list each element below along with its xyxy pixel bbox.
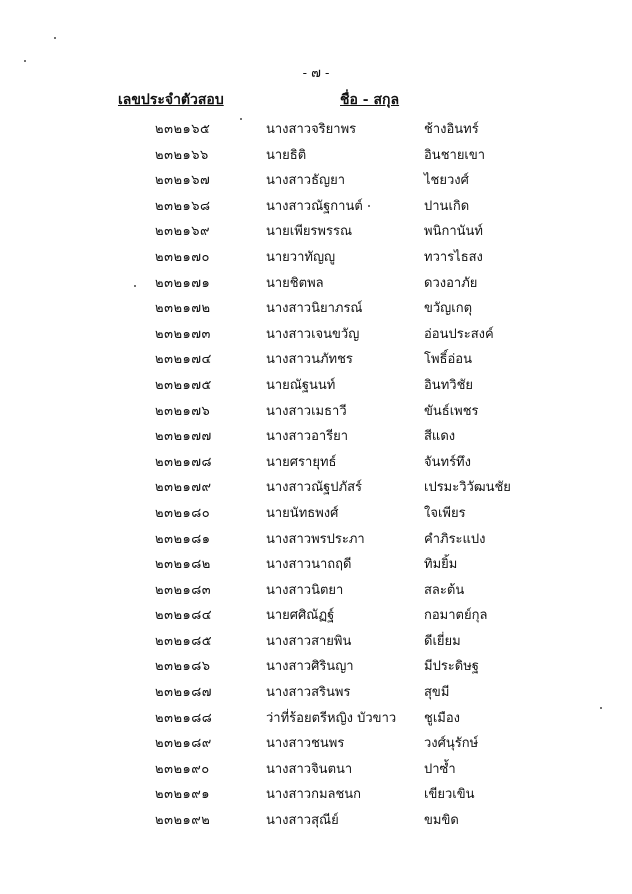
list-item — [0, 216, 632, 242]
last-name: อินชายเขา — [424, 147, 486, 163]
last-name: จันทร์ทึง — [424, 454, 471, 470]
last-name: ขวัญเกตุ — [424, 301, 473, 317]
exam-id: ๒๓๒๑๘๘ — [155, 710, 213, 726]
list-item — [0, 779, 632, 805]
exam-id: ๒๓๒๑๖๘ — [155, 198, 211, 214]
last-name: กอมาตย์กุล — [424, 608, 488, 624]
exam-id: ๒๓๒๑๗๒ — [155, 301, 211, 317]
exam-id: ๒๓๒๑๖๖ — [155, 147, 209, 163]
last-name: ขมขิด — [424, 813, 459, 829]
last-name: พนิกานันท์ — [424, 224, 483, 240]
exam-id: ๒๓๒๑๘๗ — [155, 685, 213, 701]
first-name: นางสาวจริยาพร — [266, 122, 357, 137]
scan-speck — [54, 37, 56, 39]
exam-id: ๒๓๒๑๙๒ — [155, 813, 211, 829]
list-item — [0, 370, 632, 396]
list-item — [0, 472, 632, 498]
exam-id: ๒๓๒๑๙๑ — [155, 787, 211, 803]
first-name: นางสาวสายพิน — [266, 633, 352, 649]
first-name: นายธิติ — [266, 147, 307, 163]
first-name: นางสาวณัฐปภัสร์ — [266, 480, 363, 496]
first-name: นายชิตพล — [266, 275, 324, 291]
exam-id: ๒๓๒๑๘๒ — [155, 557, 211, 573]
list-item — [0, 651, 632, 677]
first-name: นายวาทัญญู — [266, 249, 336, 265]
first-name: นายณัฐนนท์ — [266, 377, 336, 393]
header-full-name: ชื่อ - สกุล — [340, 92, 400, 108]
last-name: โพธิ์อ่อน — [424, 352, 472, 368]
last-name: วงศ์นุรักษ์ — [424, 736, 479, 752]
exam-id: ๒๓๒๑๘๖ — [155, 659, 211, 675]
list-item — [0, 396, 632, 422]
exam-id: ๒๓๒๑๖๗ — [155, 173, 211, 189]
list-item — [0, 805, 632, 831]
first-name: นางสาวนภัทชร — [266, 352, 353, 368]
first-name: นางสาวชนพร — [266, 736, 345, 752]
list-item — [0, 600, 632, 626]
first-name: นางสาวนิตยา — [266, 582, 344, 598]
last-name: สละต้น — [424, 582, 465, 598]
list-item — [0, 549, 632, 575]
page-number: - ๗ - — [302, 66, 330, 81]
scan-speck — [368, 205, 370, 207]
list-item — [0, 421, 632, 447]
exam-id: ๒๓๒๑๗๔ — [155, 352, 212, 368]
exam-id: ๒๓๒๑๗๙ — [155, 480, 212, 496]
last-name: ช้างอินทร์ — [424, 122, 479, 137]
last-name: ทิมยิ้ม — [424, 557, 458, 573]
scan-speck — [240, 118, 242, 120]
list-item — [0, 575, 632, 601]
first-name: นางสาวสรินพร — [266, 685, 351, 701]
exam-id: ๒๓๒๑๗๗ — [155, 429, 212, 445]
list-item — [0, 140, 632, 166]
first-name: นางสาวจินตนา — [266, 761, 353, 777]
first-name: นางสาวเมธาวี — [266, 403, 347, 419]
first-name: นางสาวพรประภา — [266, 531, 365, 547]
first-name: นางสาวนาถฤดี — [266, 557, 352, 573]
exam-id: ๒๓๒๑๘๐ — [155, 505, 211, 521]
last-name: ทวารไธสง — [424, 249, 483, 265]
list-item — [0, 165, 632, 191]
last-name: อินทวิชัย — [424, 377, 474, 393]
first-name: นางสาวศิรินญา — [266, 659, 354, 675]
list-item — [0, 728, 632, 754]
exam-id: ๒๓๒๑๘๔ — [155, 608, 213, 624]
list-item — [0, 703, 632, 729]
header-exam-id: เลขประจำตัวสอบ — [118, 92, 224, 108]
list-item — [0, 114, 632, 140]
list-item — [0, 677, 632, 703]
exam-id: ๒๓๒๑๙๐ — [155, 761, 210, 777]
first-name: นางสาวกมลชนก — [266, 787, 362, 803]
first-name: นางสาวสุณีย์ — [266, 813, 339, 829]
last-name: เขียวเขิน — [424, 787, 475, 803]
last-name: เปรมะวิวัฒนชัย — [424, 480, 511, 496]
exam-id: ๒๓๒๑๖๕ — [155, 122, 211, 137]
exam-id: ๒๓๒๑๗๖ — [155, 403, 211, 419]
first-name: นายศศิณัฏฐ์ — [266, 608, 335, 624]
first-name: นางสาวนิยาภรณ์ — [266, 301, 363, 317]
list-item — [0, 319, 632, 345]
scan-speck — [24, 60, 26, 62]
list-item — [0, 242, 632, 268]
first-name: นายนัทธพงศ์ — [266, 505, 339, 521]
first-name: นางสาวณัฐกานต์ — [266, 198, 363, 214]
exam-id: ๒๓๒๑๘๑ — [155, 531, 211, 547]
last-name: คำภิระแปง — [424, 531, 486, 547]
list-item — [0, 626, 632, 652]
exam-id: ๒๓๒๑๘๕ — [155, 633, 213, 649]
list-item — [0, 498, 632, 524]
last-name: ไชยวงศ์ — [424, 173, 469, 189]
list-item — [0, 754, 632, 780]
list-item — [0, 191, 632, 217]
exam-id: ๒๓๒๑๖๙ — [155, 224, 211, 240]
last-name: สุขมี — [424, 685, 450, 701]
first-name: นายเพียรพรรณ — [266, 224, 353, 240]
last-name: ดีเยี่ยม — [424, 633, 461, 649]
exam-id: ๒๓๒๑๗๘ — [155, 454, 213, 470]
exam-id: ๒๓๒๑๗๑ — [155, 275, 211, 291]
exam-id: ๒๓๒๑๗๕ — [155, 377, 212, 393]
first-name: นายศรายุทธ์ — [266, 454, 337, 470]
last-name: สีแดง — [424, 429, 456, 445]
exam-id: ๒๓๒๑๗๐ — [155, 249, 210, 265]
last-name: ขันธ์เพชร — [424, 403, 479, 419]
list-item — [0, 447, 632, 473]
exam-id: ๒๓๒๑๗๓ — [155, 326, 211, 342]
last-name: มีประดิษฐ — [424, 659, 479, 675]
last-name: ดวงอาภัย — [424, 275, 478, 291]
list-item — [0, 268, 632, 294]
scan-speck — [134, 285, 136, 287]
first-name: นางสาวอารียา — [266, 429, 349, 445]
list-item — [0, 524, 632, 550]
exam-id: ๒๓๒๑๘๓ — [155, 582, 212, 598]
last-name: อ่อนประสงค์ — [424, 326, 494, 342]
candidate-list — [0, 114, 632, 831]
last-name: ปาซ้ำ — [424, 761, 456, 777]
scan-speck — [600, 707, 602, 709]
first-name: นางสาวเจนขวัญ — [266, 326, 360, 342]
list-item — [0, 293, 632, 319]
first-name: ว่าที่ร้อยตรีหญิง บัวขาว — [266, 710, 397, 726]
exam-id: ๒๓๒๑๘๙ — [155, 736, 212, 752]
list-item — [0, 344, 632, 370]
first-name: นางสาวธัญยา — [266, 173, 345, 189]
last-name: ใจเพียร — [424, 505, 466, 521]
last-name: ชูเมือง — [424, 710, 460, 726]
last-name: ปานเกิด — [424, 198, 470, 214]
